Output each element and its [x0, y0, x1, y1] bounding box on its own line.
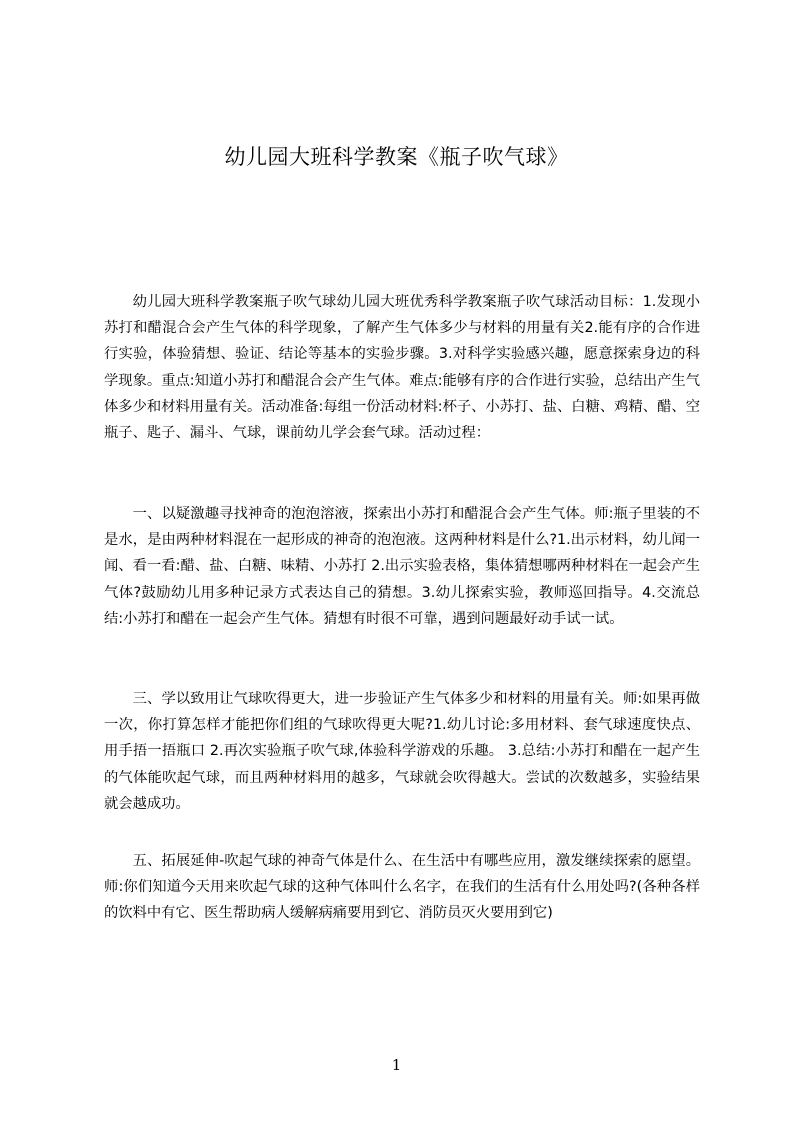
paragraph-objectives: 幼儿园大班科学教案瓶子吹气球幼儿园大班优秀科学教案瓶子吹气球活动目标：1.发现小苏打和醋混合会产生气体的科学现象，了解产生气体多少与材料的用量有关2.能有序的合作进行实验，体验猜想、验证、结论等基本的实验步骤。3.对科学实验感兴趣，愿意探索身边的科学现象。重点:知道小苏打和醋混合会产生气体。难点:能够有序的合作进行实验，总结出产生气体多少和材料用量有关。活动准备:每组一份活动材料:杯子、小苏打、盐、白糖、鸡精、醋、空瓶子、匙子、漏斗、气球，课前幼儿学会套气球。活动过程： [104, 294, 700, 442]
document-title: 幼儿园大班科学教案《瓶子吹气球》 [224, 145, 569, 169]
paragraph-step-five: 五、拓展延伸-吹起气球的神奇气体是什么、在生活中有哪些应用，激发继续探索的愿望。师:你们知道今天用来吹起气球的这种气体叫什么名字，在我们的生活有什么用处吗?(各种各样的饮料中有它、医生帮助病人缓解病痛要用到它、消防员灭火要用到它) [104, 853, 700, 922]
paragraph-step-one: 一、以疑激趣寻找神奇的泡泡溶液，探索出小苏打和醋混合会产生气体。师:瓶子里装的不是水，是由两种材料混在一起形成的神奇的泡泡液。这两种材料是什么?1.出示材料，幼儿闻一闻、看一看:醋、盐、白糖、味精、小苏打 2.出示实验表格，集体猜想哪两种材料在一起会产生气体?鼓励幼儿用多种记录方式表达自己的猜想。3.幼儿探索实验，教师巡回指导。4.交流总结:小苏打和醋在一起会产生气体。猜想有时很不可靠，遇到问题最好动手试一试。 [104, 506, 700, 627]
paragraph-step-three: 三、学以致用让气球吹得更大，进一步验证产生气体多少和材料的用量有关。师:如果再做一次，你打算怎样才能把你们组的气球吹得更大呢?1.幼儿讨论:多用材料、套气球速度快点、用手捂一捂瓶口 2.再次实验瓶子吹气球,体验科学游戏的乐趣。 3.总结:小苏打和醋在一起产生的气体能吹起气球，而且两种材料用的越多，气球就会吹得越大。尝试的次数越多，实验结果就会越成功。 [104, 691, 700, 812]
page-number: 1 [391, 1056, 402, 1074]
